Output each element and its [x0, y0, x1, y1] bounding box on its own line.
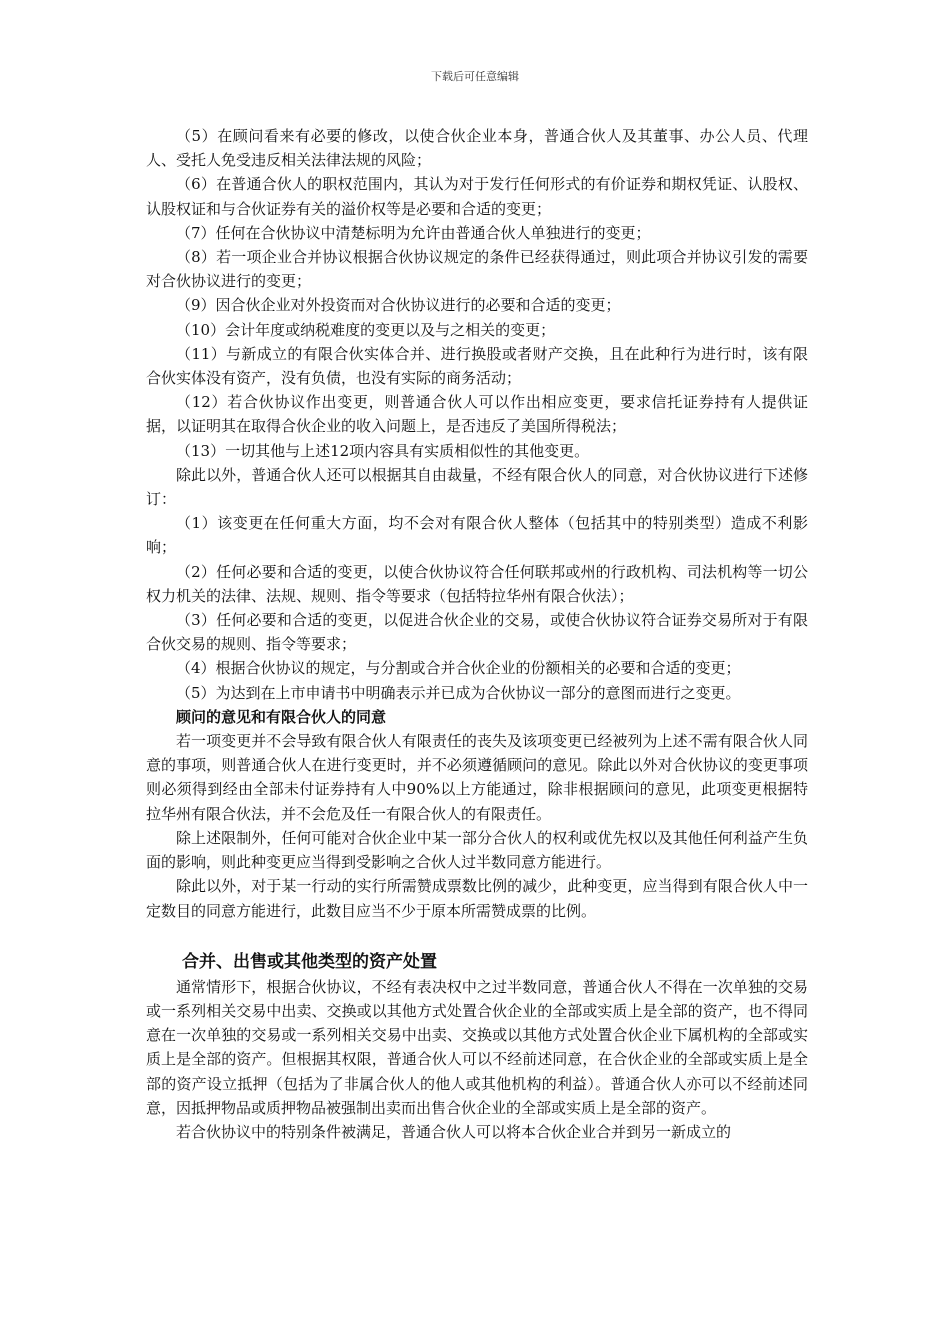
intro-paragraph: 除此以外，普通合伙人还可以根据其自由裁量，不经有限合伙人的同意，对合伙协议进行下述修订： — [146, 465, 808, 509]
header-note: 下载后可任意编辑 — [431, 70, 519, 83]
section-heading-merger: 合并、出售或其他类型的资产处置 — [182, 951, 437, 972]
list-item: （11）与新成立的有限合伙实体合并、进行换股或者财产交换，且在此种行为进行时，该有限合伙实体没有资产，没有负债，也没有实际的商务活动； — [146, 344, 808, 388]
document-body — [146, 124, 808, 1144]
body-paragraph: 若合伙协议中的特别条件被满足，普通合伙人可以将本合伙企业合并到另一新成立的 — [176, 1122, 732, 1141]
body-paragraph: 除上述限制外，任何可能对合伙企业中某一部分合伙人的权利或优先权以及其他任何利益产生负面的影响，则此种变更应当得到受影响之合伙人过半数同意方能进行。 — [146, 828, 808, 872]
section-heading-consent: 顾问的意见和有限合伙人的同意 — [176, 707, 387, 726]
body-paragraph: 若一项变更并不会导致有限合伙人有限责任的丧失及该项变更已经被列为上述不需有限合伙人同意的事项，则普通合伙人在进行变更时，并不必须遵循顾问的意见。除此以外对合伙协议的变更事项则必须得到经由全部未付证券持有人中90%以上方能通过，除非根据顾问的意见，此项变更根据特拉华州有限合伙法，并不会危及任一有限合伙人的有限责任。 — [146, 732, 808, 823]
body-paragraph: 通常情形下，根据合伙协议，不经有表决权中之过半数同意，普通合伙人不得在一次单独的交易或一系列相关交易中出卖、交换或以其他方式处置合伙企业的全部或实质上是全部的资产，也不得同意在一次单独的交易或一系列相关交易中出卖、交换或以其他方式处置合伙企业下属机构的全部或实质上是全部的资产。但根据其权限，普通合伙人可以不经前述同意，在合伙企业的全部或实质上是全部的资产设立抵押（包括为了非属合伙人的他人或其他机构的利益）。普通合伙人亦可以不经前述同意，因抵押物品或质押物品被强制出卖而出售合伙企业的全部或实质上是全部的资产。 — [146, 977, 808, 1117]
list-item: （8）若一项企业合并协议根据合伙协议规定的条件已经获得通过，则此项合并协议引发的需要对合伙协议进行的变更； — [146, 248, 808, 291]
list-item: （10）会计年度或纳税难度的变更以及与之相关的变更； — [176, 320, 556, 339]
list-item: （12）若合伙协议作出变更，则普通合伙人可以作出相应变更，要求信托证券持有人提供证据，以证明其在取得合伙企业的收入问题上，是否违反了美国所得税法； — [146, 393, 808, 436]
list-item: （1）该变更在任何重大方面，均不会对有限合伙人整体（包括其中的特别类型）造成不利影响； — [146, 514, 808, 557]
list-item: （6）在普通合伙人的职权范围内，其认为对于发行任何形式的有价证券和期权凭证、认股权、认股权证和与合伙证券有关的溢价权等是必要和合适的变更； — [146, 175, 808, 218]
list-item: （3）任何必要和合适的变更，以促进合伙企业的交易，或使合伙协议符合证券交易所对于有限合伙交易的规则、指令等要求； — [146, 611, 808, 654]
body-paragraph: 除此以外，对于某一行动的实行所需赞成票数比例的减少，此种变更，应当得到有限合伙人中一定数目的同意方能进行，此数目应当不少于原本所需赞成票的比例。 — [146, 877, 808, 920]
list-item: （7）任何在合伙协议中清楚标明为允许由普通合伙人单独进行的变更； — [176, 223, 651, 242]
list-item: （2）任何必要和合适的变更，以使合伙协议符合任何联邦或州的行政机构、司法机构等一切公权力机关的法律、法规、规则、指令等要求（包括特拉华州有限合伙法）； — [146, 562, 808, 605]
list-item: （5）在顾问看来有必要的修改，以使合伙企业本身，普通合伙人及其董事、办公人员、代理人、受托人免受违反相关法律法规的风险； — [146, 127, 808, 170]
list-item: （5）为达到在上市申请书中明确表示并已成为合伙协议一部分的意图而进行之变更。 — [176, 683, 741, 702]
list-item: （9）因合伙企业对外投资而对合伙协议进行的必要和合适的变更； — [176, 296, 621, 315]
list-item: （4）根据合伙协议的规定，与分割或合并合伙企业的份额相关的必要和合适的变更； — [176, 659, 741, 678]
list-item: （13）一切其他与上述12项内容具有实质相似性的其他变更。 — [176, 441, 590, 460]
